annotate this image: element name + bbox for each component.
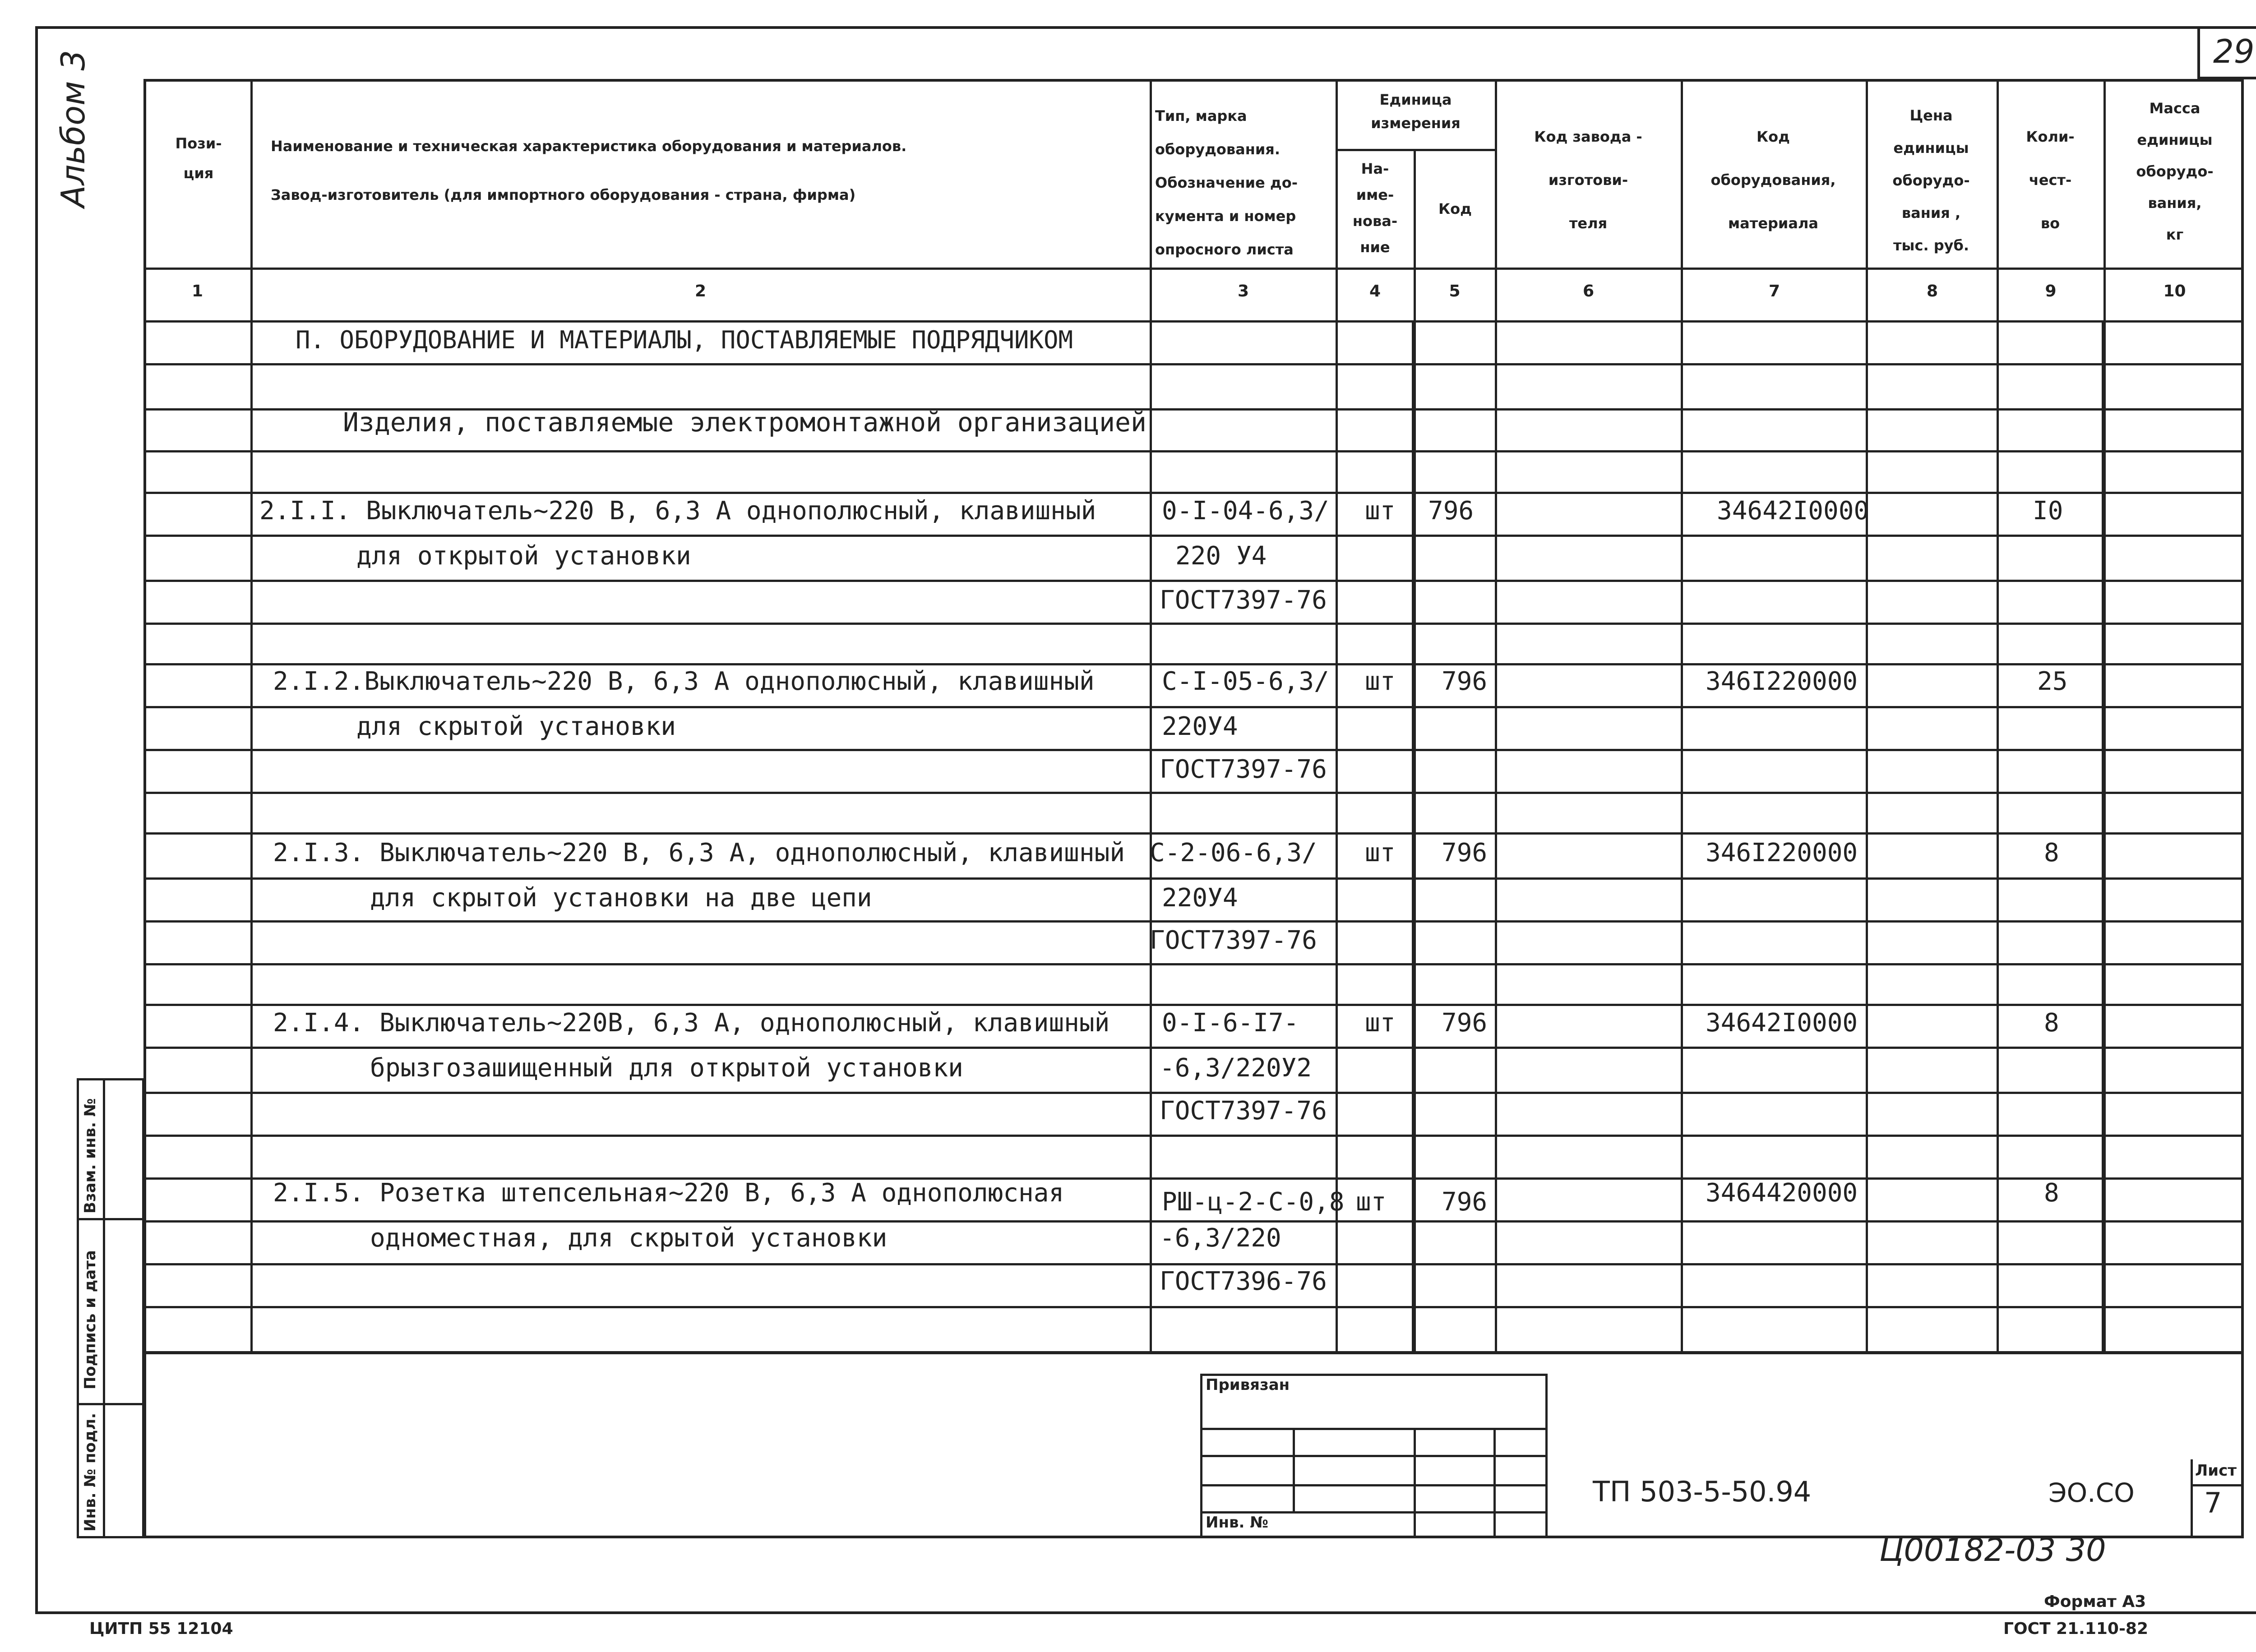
item-5-unit: шт — [1356, 1187, 1387, 1217]
item-1-unit-code: 796 — [1428, 496, 1474, 526]
side-stamp-inv-replace: Взам. инв. № — [81, 1098, 99, 1214]
item-4-type-line2: -6,3/220У2 — [1160, 1053, 1312, 1083]
header-col2: Наименование и техническая характеристика оборудования и материалов. Завод-изготовитель (для импортного оборудования - страна, фирма) — [271, 138, 907, 203]
album-label: Альбом 3 — [54, 50, 92, 208]
item-4-unit-code: 796 — [1442, 1008, 1488, 1038]
header-col4: На- име- нова- ние — [1352, 160, 1398, 256]
colnum-7: 7 — [1768, 282, 1780, 300]
section-title: П. ОБОРУДОВАНИЕ И МАТЕРИАЛЫ, ПОСТАВЛЯЕМЫЕ ПОДРЯДЧИКОМ — [296, 326, 1073, 354]
item-3-name-line1: 2.I.3. Выключатель~220 В, 6,3 А, однополюсный, клавишный — [273, 838, 1125, 868]
doc-code: ТП 503-5-50.94 — [1593, 1475, 1812, 1508]
header-col7: Код оборудования, материала — [1710, 128, 1836, 232]
colnum-5: 5 — [1449, 282, 1461, 300]
item-4-name-line2: брызгозашищенный для открытой установки — [370, 1053, 963, 1083]
item-1-unit: шт — [1365, 496, 1396, 526]
item-3-material-code: 346I220000 — [1706, 838, 1858, 868]
header-col3: Тип, марка оборудования. Обозначение до- кумента и номер опросного листа — [1155, 107, 1298, 258]
colnum-4: 4 — [1369, 282, 1381, 300]
item-2-unit: шт — [1365, 667, 1396, 696]
subsection-title: Изделия, поставляемые электромонтажной организацией — [343, 407, 1146, 438]
item-5-type-line1: РШ-ц-2-С-0,8 — [1162, 1187, 1345, 1217]
colnum-9: 9 — [2045, 282, 2057, 300]
item-5-material-code: 3464420000 — [1706, 1178, 1858, 1208]
item-2-name-line1: 2.I.2.Выключатель~220 В, 6,3 А однополюсный, клавишный — [273, 667, 1095, 696]
colnum-10: 10 — [2163, 282, 2186, 300]
item-4-unit: шт — [1365, 1008, 1396, 1038]
item-4-type-line3: ГОСТ7397-76 — [1160, 1096, 1327, 1126]
item-3-qty: 8 — [2044, 838, 2059, 868]
printer-label: ЦИТП 55 12104 — [89, 1620, 233, 1638]
sheet-number: 7 — [2204, 1486, 2222, 1519]
header-col5: Код — [1438, 200, 1472, 217]
corner-number: 29 — [2213, 32, 2255, 70]
header-col8: Цена единицы оборудо- вания , тыс. руб. — [1892, 107, 1970, 254]
item-1-type-line2: 220 У4 — [1175, 541, 1267, 571]
header-col9: Коли- чест- во — [2026, 128, 2075, 232]
item-3-name-line2: для скрытой установки на две цепи — [370, 883, 872, 913]
sheet-label: Лист — [2195, 1462, 2237, 1480]
item-2-material-code: 346I220000 — [1706, 667, 1858, 696]
item-3-unit-code: 796 — [1442, 838, 1488, 868]
colnum-6: 6 — [1582, 282, 1595, 300]
item-2-type-line3: ГОСТ7397-76 — [1160, 755, 1327, 784]
handwritten-code: Ц00182-03 30 — [1879, 1532, 2106, 1569]
item-2-qty: 25 — [2037, 667, 2068, 696]
colnum-8: 8 — [1926, 282, 1938, 300]
item-2-name-line2: для скрытой установки — [356, 712, 676, 741]
side-stamp-inv-original: Инв. № подл. — [81, 1412, 99, 1532]
item-3-type-line1: С-2-06-6,3/ — [1150, 838, 1317, 868]
item-4-type-line1: 0-I-6-I7- — [1162, 1008, 1299, 1038]
header-col6: Код завода - изготови- теля — [1534, 128, 1642, 232]
item-5-type-line3: ГОСТ7396-76 — [1160, 1267, 1327, 1296]
item-1-type-line3: ГОСТ7397-76 — [1160, 586, 1327, 615]
format-label: Формат А3 — [2044, 1592, 2146, 1611]
item-3-unit: шт — [1365, 838, 1396, 868]
header-col1: Пози- ция — [175, 135, 222, 182]
item-1-name-line1: 2.I.I. Выключатель~220 В, 6,3 А однополюсный, клавишный — [259, 496, 1096, 526]
item-5-unit-code: 796 — [1442, 1187, 1488, 1217]
item-1-qty: I0 — [2033, 496, 2063, 526]
item-5-name-line2: одноместная, для скрытой установки — [370, 1223, 888, 1253]
header-col10: Масса единицы оборудо- вания, кг — [2136, 100, 2214, 243]
item-5-type-line2: -6,3/220 — [1160, 1223, 1281, 1253]
item-2-unit-code: 796 — [1442, 667, 1488, 696]
item-3-type-line3: ГОСТ7397-76 — [1150, 926, 1317, 955]
side-stamp-signature-date: Подпись и дата — [81, 1250, 99, 1389]
bound-label: Привязан — [1206, 1376, 1290, 1394]
item-5-qty: 8 — [2044, 1178, 2059, 1208]
item-4-qty: 8 — [2044, 1008, 2059, 1038]
gost-label: ГОСТ 21.110-82 — [2003, 1620, 2149, 1638]
inv-label: Инв. № — [1206, 1514, 1269, 1532]
colnum-2: 2 — [694, 282, 707, 300]
doc-section: ЭО.СО — [2048, 1477, 2135, 1508]
item-1-type-line1: 0-I-04-6,3/ — [1162, 496, 1329, 526]
colnum-3: 3 — [1237, 282, 1249, 300]
item-1-name-line2: для открытой установки — [356, 541, 691, 571]
item-5-name-line1: 2.I.5. Розетка штепсельная~220 В, 6,3 А однополюсная — [273, 1178, 1064, 1208]
item-4-material-code: 34642I0000 — [1706, 1008, 1858, 1038]
item-3-type-line2: 220У4 — [1162, 883, 1238, 913]
item-2-type-line1: С-I-05-6,3/ — [1162, 667, 1329, 696]
item-4-name-line1: 2.I.4. Выключатель~220В, 6,3 А, однополюсный, клавишный — [273, 1008, 1110, 1038]
item-2-type-line2: 220У4 — [1162, 712, 1238, 741]
header-unit-group: Единица измерения — [1371, 91, 1461, 132]
colnum-1: 1 — [191, 282, 203, 300]
item-1-material-code: 34642I0000 — [1717, 496, 1869, 526]
